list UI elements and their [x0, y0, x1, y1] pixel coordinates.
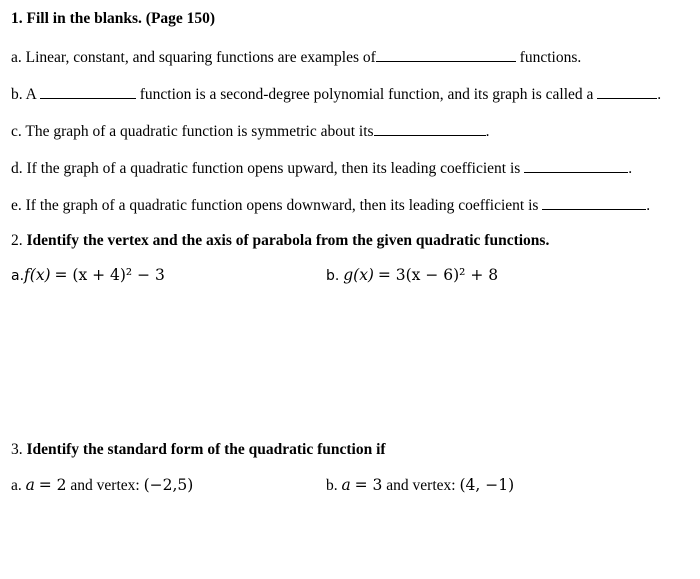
question-3-heading [11, 441, 386, 459]
q1e-blank[interactable] [542, 195, 646, 210]
q2b-function-name: g(x) [343, 266, 374, 284]
q2a-label: a. [11, 268, 25, 284]
q1b-line [11, 84, 661, 104]
q1a-line [11, 47, 581, 67]
q1c-suffix: . [485, 123, 490, 140]
q1d-line [11, 158, 632, 178]
q1c-prefix: c. The graph of a quadratic function is symmetric about its [11, 123, 374, 140]
q1a-suffix: functions. [519, 49, 582, 66]
q3a-value: = 2 [38, 476, 67, 494]
q3a-variable: a [25, 476, 35, 494]
q1c-line [11, 121, 489, 141]
q1d-prefix: d. If the graph of a quadratic function opens upward, then its leading coefficient is [11, 160, 521, 177]
q1e-suffix: . [646, 197, 651, 214]
question-1-heading: 1. Fill in the blanks. (Page 150) [11, 10, 216, 27]
q2a-expression: = (x + 4)² − 3 [54, 266, 165, 284]
q1c-blank[interactable] [374, 121, 486, 136]
q3b-label: b. [326, 477, 338, 494]
q1b-prefix: b. A [11, 86, 36, 103]
q1b-blank-1[interactable] [40, 84, 136, 99]
q3b-text: and vertex: [386, 477, 456, 494]
q2-number: 2. [11, 232, 23, 249]
q1b-suffix: . [657, 86, 662, 103]
q3a-vertex: (−2,5) [143, 476, 194, 494]
q3b-line [326, 476, 514, 495]
q1e-line [11, 195, 650, 215]
q2-heading-text: Identify the vertex and the axis of parabola from the given quadratic functions. [26, 232, 550, 249]
q3b-value: = 3 [354, 476, 383, 494]
q2a-function-name: f(x) [24, 266, 51, 284]
q3b-variable: a [341, 476, 351, 494]
q2b-line [326, 266, 498, 285]
q3a-line [11, 476, 193, 495]
q3-number: 3. [11, 441, 23, 458]
q3-heading-text: Identify the standard form of the quadratic function if [26, 441, 386, 458]
q1e-prefix: e. If the graph of a quadratic function opens downward, then its leading coefficient is [11, 197, 539, 214]
q1d-blank[interactable] [524, 158, 628, 173]
q1b-blank-2[interactable] [597, 84, 657, 99]
question-2-heading [11, 232, 549, 250]
q2b-expression: = 3(x − 6)² + 8 [377, 266, 499, 284]
q3a-label: a. [11, 477, 22, 494]
q1d-suffix: . [628, 160, 633, 177]
q3b-vertex: (4, −1) [459, 476, 515, 494]
q2b-label: b. [326, 268, 340, 284]
q1b-middle: function is a second-degree polynomial function, and its graph is called a [139, 86, 594, 103]
q1a-blank[interactable] [376, 47, 516, 62]
q3a-text: and vertex: [70, 477, 140, 494]
q2a-line [11, 266, 165, 285]
q1a-prefix: a. Linear, constant, and squaring functions are examples of [11, 49, 376, 66]
